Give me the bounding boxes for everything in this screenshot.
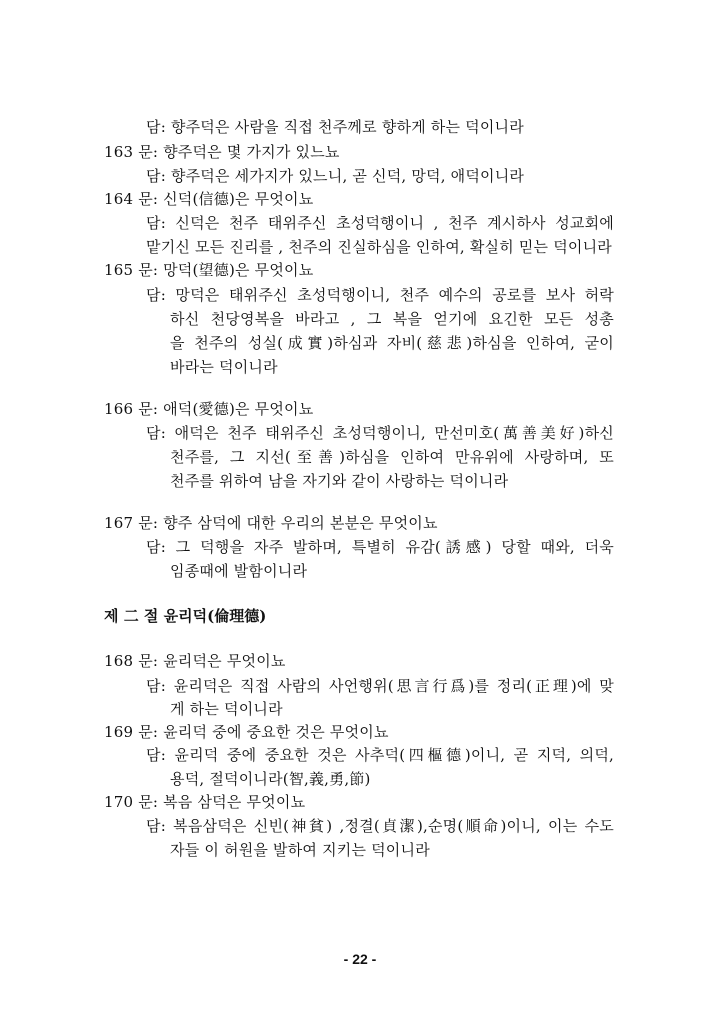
answer-continuation-line: 자들 이 허원을 발하여 지키는 덕이니라 <box>170 841 430 859</box>
answer-continuation-line: 게 하는 덕이니라 <box>170 700 283 718</box>
answer-continuation-line: 맡기신 모든 진리를 , 천주의 진실하심을 인하여, 확실히 믿는 덕이니라 <box>146 238 612 256</box>
answer-continuation-line: 임종때에 발함이니라 <box>170 562 308 580</box>
answer-line: 담: 향주덕은 사람을 직접 천주께로 향하게 하는 덕이니라 <box>146 118 524 136</box>
answer-line: 담: 윤리덕은 직접 사람의 사언행위(思言行爲)를 정리(正理)에 맞 <box>146 677 614 695</box>
question-line: 168 문: 윤리덕은 무엇이뇨 <box>104 652 286 670</box>
question-line: 170 문: 복음 삼덕은 무엇이뇨 <box>104 793 306 811</box>
question-line: 163 문: 향주덕은 몇 가지가 있느뇨 <box>104 143 340 161</box>
question-line: 164 문: 신덕(信德)은 무엇이뇨 <box>104 190 314 208</box>
answer-continuation-line: 천주를, 그 지선(至善)하심을 인하여 만유위에 사랑하며, 또 <box>170 448 614 466</box>
answer-line: 담: 윤리덕 중에 중요한 것은 사추덕(四樞德)이니, 곧 지덕, 의덕, <box>146 746 614 764</box>
question-line: 166 문: 애덕(愛德)은 무엇이뇨 <box>104 400 314 418</box>
answer-continuation-line: 을 천주의 성실(成實)하심과 자비(慈悲)하심을 인하여, 굳이 <box>170 334 614 352</box>
question-line: 165 문: 망덕(望德)은 무엇이뇨 <box>104 261 314 279</box>
question-line: 169 문: 윤리덕 중에 중요한 것은 무엇이뇨 <box>104 723 389 741</box>
question-line: 167 문: 향주 삼덕에 대한 우리의 본분은 무엇이뇨 <box>104 514 438 532</box>
answer-line: 담: 애덕은 천주 태위주신 초성덕행이니, 만선미호(萬善美好)하신 <box>146 424 614 442</box>
answer-line: 담: 그 덕행을 자주 발하며, 특별히 유감(誘感) 당할 때와, 더욱 <box>146 538 614 556</box>
page-number: - 22 - <box>343 951 377 967</box>
answer-continuation-line: 하신 천당영복을 바라고 , 그 복을 얻기에 요긴한 모든 성총 <box>170 310 614 328</box>
answer-continuation-line: 천주를 위하여 남을 자기와 같이 사랑하는 덕이니라 <box>170 472 509 490</box>
section-heading: 제 二 절 윤리덕(倫理德) <box>104 607 267 625</box>
answer-continuation-line: 용덕, 절덕이니라(智,義,勇,節) <box>170 770 371 788</box>
answer-continuation-line: 바라는 덕이니라 <box>170 358 278 376</box>
answer-line: 담: 향주덕은 세가지가 있느니, 곧 신덕, 망덕, 애덕이니라 <box>146 167 525 185</box>
answer-line: 담: 복음삼덕은 신빈(神貧) ,정결(貞潔),순명(順命)이니, 이는 수도 <box>146 817 614 835</box>
answer-line: 담: 망덕은 태위주신 초성덕행이니, 천주 예수의 공로를 보사 허락 <box>146 286 614 304</box>
answer-line: 담: 신덕은 천주 태위주신 초성덕행이니 , 천주 계시하사 성교회에 <box>146 214 614 232</box>
